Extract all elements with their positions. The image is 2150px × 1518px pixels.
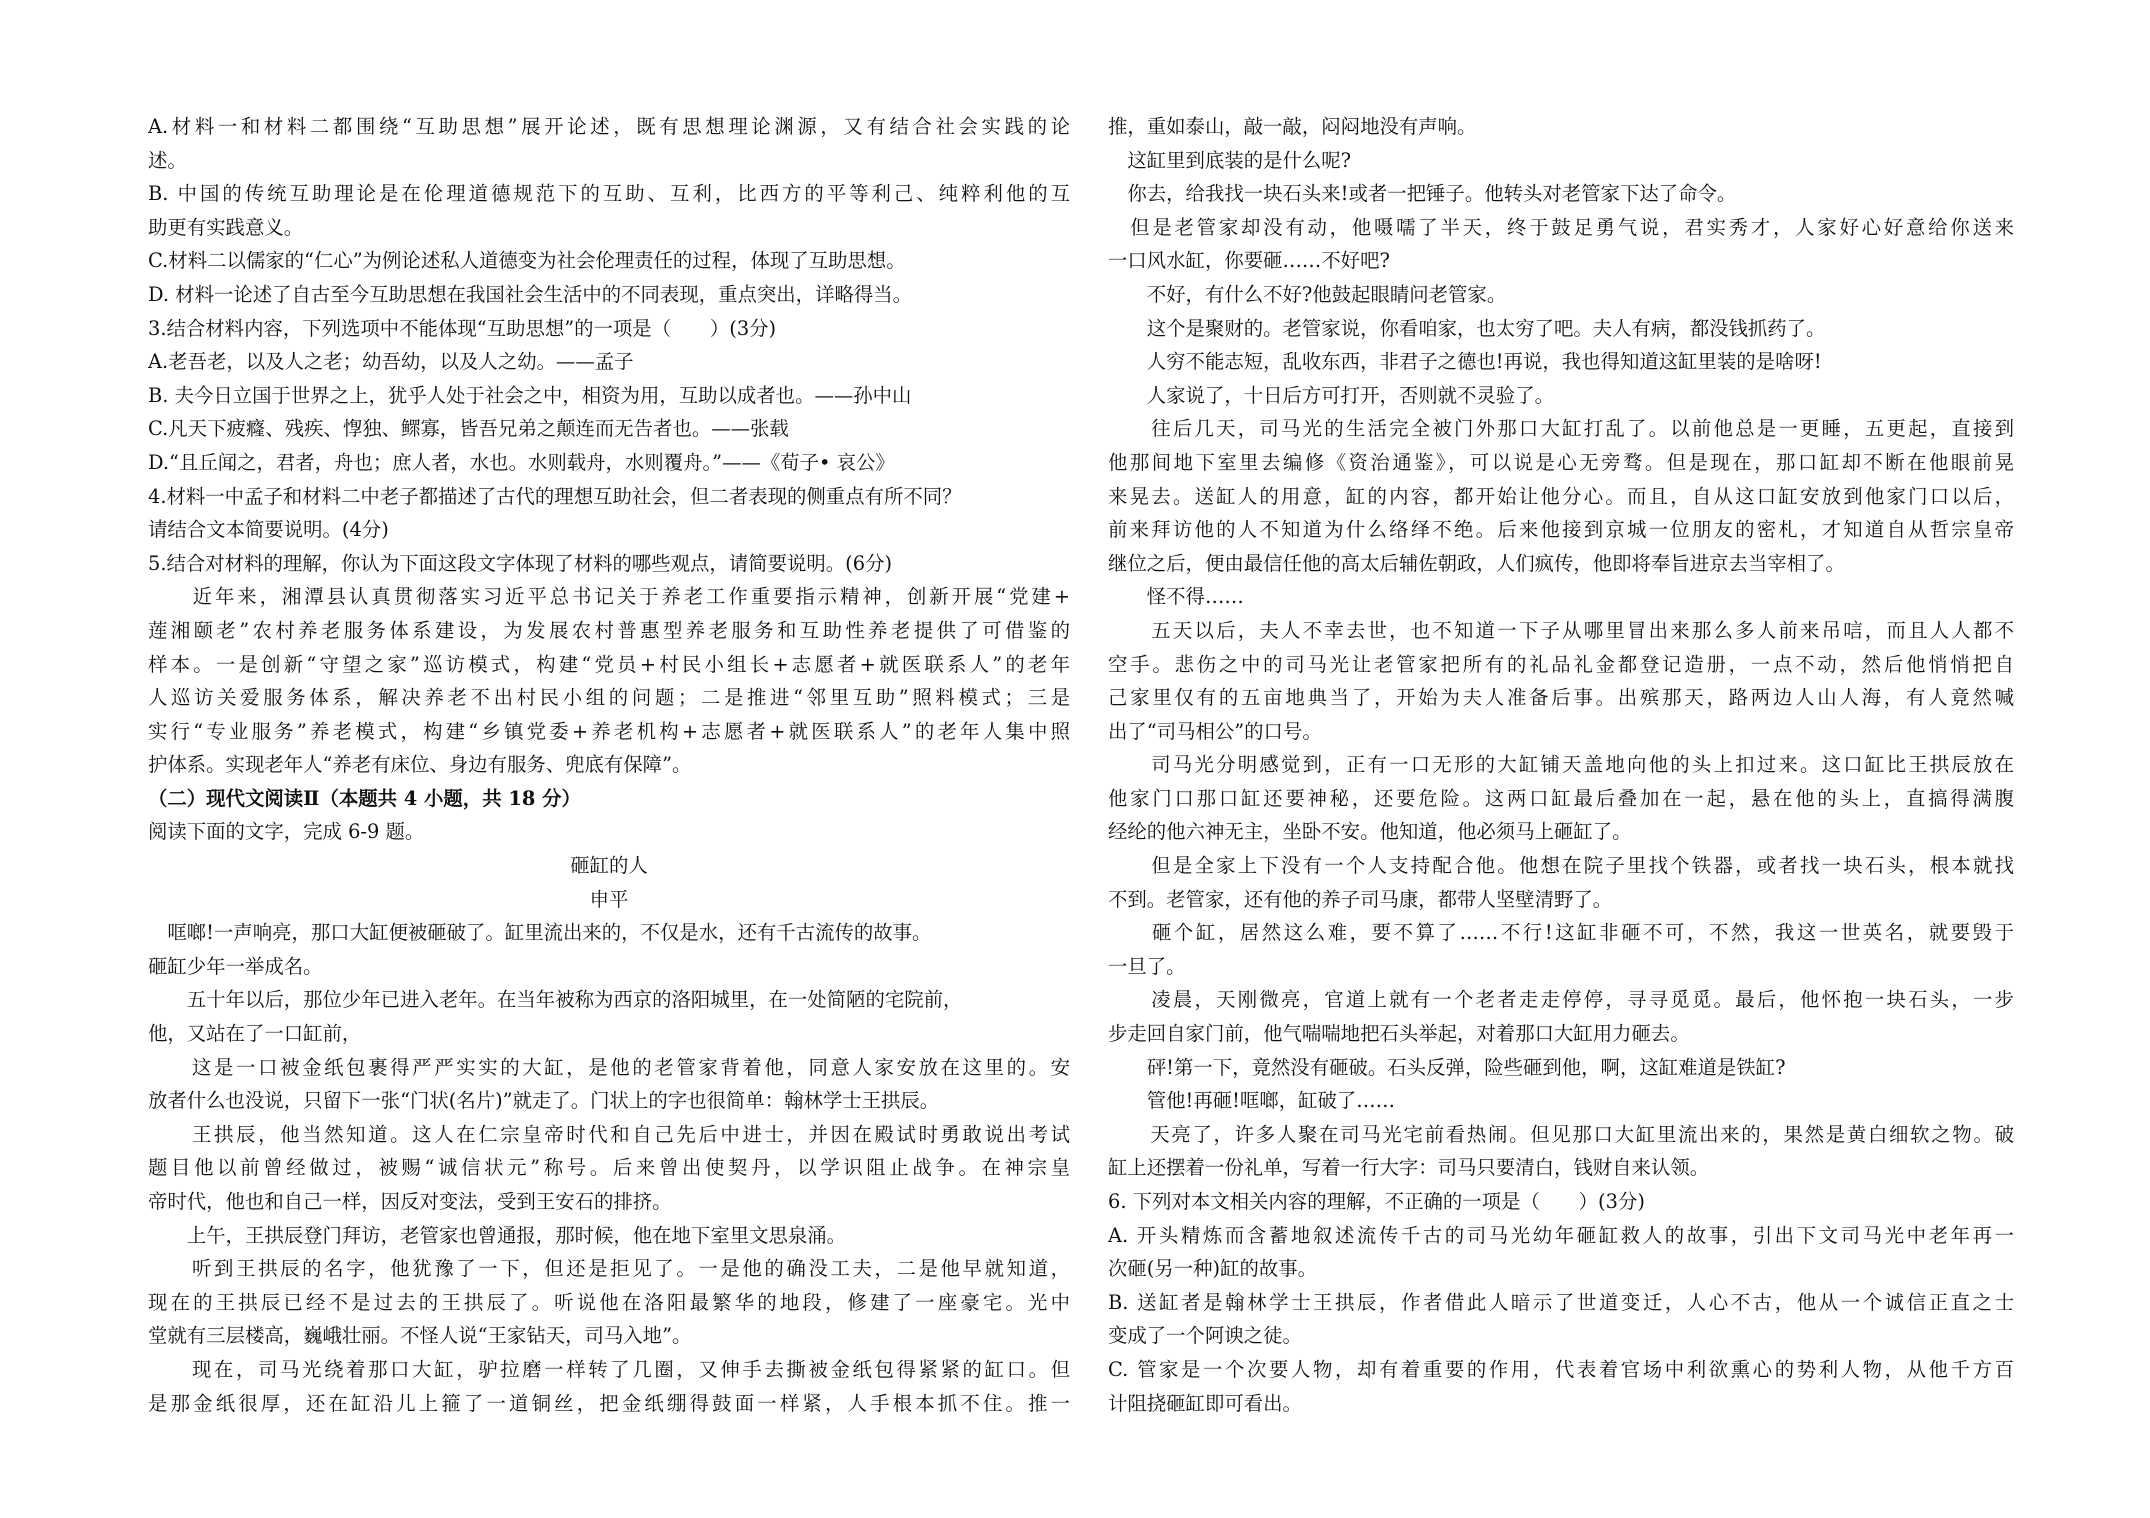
text-line: 王拱辰，他当然知道。这人在仁宗皇帝时代和自己先后中进士，并因在殿试时勇敢说出考试: [148, 1122, 1070, 1146]
text-line: 人穷不能志短，乱收东西，非君子之德也!再说，我也得知道这缸里装的是啥呀!: [1108, 350, 1822, 374]
text-line: 阅读下面的文字，完成 6-9 题。: [148, 820, 425, 844]
left-column: [148, 110, 1070, 1420]
text-line: 己家里仅有的五亩地典当了，开始为夫人准备后事。出殡那天，路两边人山人海，有人竟然喊: [1108, 686, 2014, 710]
text-line: 述。: [148, 148, 187, 172]
text-line: 堂就有三层楼高，巍峨壮丽。不怪人说“王家钻天，司马入地”。: [148, 1324, 692, 1348]
text-line: 司马光分明感觉到，正有一口无形的大缸铺天盖地向他的头上扣过来。这口缸比王拱辰放在: [1108, 753, 2014, 777]
text-line: 变成了一个阿谀之徒。: [1108, 1324, 1302, 1348]
text-line: 帝时代，他也和自己一样，因反对变法，受到王安石的排挤。: [148, 1190, 672, 1213]
text-line: 4.材料一中孟子和材料二中老子都描述了古代的理想互助社会，但二者表现的侧重点有所不同？: [148, 484, 962, 508]
text-line: C.材料二以儒家的“仁心”为例论述私人道德变为社会伦理责任的过程，体现了互助思想。: [148, 249, 906, 273]
text-line: 现在，司马光绕着那口大缸，驴拉磨一样转了几圈，又伸手去撕被金纸包得紧紧的缸口。但: [148, 1357, 1070, 1381]
text-line: 步走回自家门前，他气喘喘地把石头举起，对着那口大缸用力砸去。: [1108, 1022, 1690, 1046]
text-line: 他家门口那口缸还要神秘，还要危险。这两口缸最后叠加在一起，悬在他的头上，直搞得满腹: [1108, 786, 2014, 810]
text-line: 五十年以后，那位少年已进入老年。在当年被称为西京的洛阳城里，在一处简陋的宅院前，: [148, 988, 963, 1012]
text-line: 计阻挠砸缸即可看出。: [1108, 1391, 1302, 1415]
text-line: 砰!第一下，竟然没有砸破。石头反弹，险些砸到他，啊，这缸难道是铁缸?: [1108, 1055, 1786, 1079]
text-line: 3.结合材料内容，下列选项中不能体现“互助思想”的一项是（ ）(3分): [148, 316, 777, 340]
text-line: 前来拜访他的人不知道为什么络绎不绝。后来他接到京城一位朋友的密札，才知道自从哲宗皇帝: [1108, 518, 2014, 542]
text-line: 样本。一是创新“守望之家”巡访模式，构建“党员+村民小组长+志愿者+就医联系人”的老年: [148, 652, 1070, 676]
text-line: 实行“专业服务”养老模式，构建“乡镇党委+养老机构+志愿者+就医联系人”的老年人集中照: [148, 719, 1070, 743]
text-line: 莲湘颐老”农村养老服务体系建设，为发展农村普惠型养老服务和互助性养老提供了可借鉴的: [148, 618, 1070, 642]
text-line: 往后几天，司马光的生活完全被门外那口大缸打乱了。以前他总是一更睡，五更起，直接到: [1108, 417, 2014, 441]
text-line: D. 材料一论述了自古至今互助思想在我国社会生活中的不同表现，重点突出，详略得当。: [148, 282, 913, 306]
text-line: A.老吾老，以及人之老；幼吾幼，以及人之幼。——孟子: [148, 350, 634, 374]
text-line: 5.结合对材料的理解，你认为下面这段文字体现了材料的哪些观点，请简要说明。(6分): [148, 551, 893, 575]
right-column: [1108, 110, 2014, 1420]
text-line: 砸个缸，居然这么难，要不算了……不行!这缸非砸不可，不然，我这一世英名，就要毁于: [1108, 921, 2014, 945]
text-line: 凌晨，天刚微亮，官道上就有一个老者走走停停，寻寻觅觅。最后，他怀抱一块石头，一步: [1108, 988, 2014, 1012]
text-line: 护体系。实现老年人“养老有床位、身边有服务、兜底有保障”。: [148, 753, 692, 777]
text-line: 出了“司马相公”的口号。: [1108, 719, 1322, 743]
text-line: 这个是聚财的。老管家说，你看咱家，也太穷了吧。夫人有病，都没钱抓药了。: [1108, 316, 1826, 340]
text-line: 现在的王拱辰已经不是过去的王拱辰了。听说他在洛阳最繁华的地段，修建了一座豪宅。光中: [148, 1290, 1070, 1314]
text-line: A.材料一和材料二都围绕“互助思想”展开论述，既有思想理论渊源，又有结合社会实践的论: [148, 115, 1070, 138]
text-line: 申平: [589, 887, 629, 911]
text-line: 他那间地下室里去编修《资治通鉴》，可以说是心无旁骛。但是现在，那口缸却不断在他眼前晃: [1108, 450, 2014, 474]
text-line: 听到王拱辰的名字，他犹豫了一下，但还是拒见了。一是他的确没工夫，二是他早就知道，: [148, 1257, 1070, 1281]
text-line: 近年来，湘潭县认真贯彻落实习近平总书记关于养老工作重要指示精神，创新开展“党建+: [148, 585, 1070, 609]
text-line: B. 送缸者是翰林学士王拱辰，作者借此人暗示了世道变迁，人心不古，他从一个诚信正直之士: [1108, 1290, 2014, 1314]
text-line: 天亮了，许多人聚在司马光宅前看热闹。但见那口大缸里流出来的，果然是黄白细软之物。破: [1108, 1122, 2014, 1146]
text-line: 助更有实践意义。: [148, 215, 304, 239]
text-line: 一旦了。: [1108, 954, 1186, 978]
text-line: 但是全家上下没有一个人支持配合他。他想在院子里找个铁器，或者找一块石头，根本就找: [1108, 854, 2014, 878]
text-line: 上午，王拱辰登门拜访，老管家也曾通报，那时候，他在地下室里文思泉涌。: [148, 1223, 847, 1247]
text-line: 请结合文本简要说明。(4分): [148, 518, 389, 542]
text-line: 你去，给我找一块石头来!或者一把锤子。他转头对老管家下达了命令。: [1108, 182, 1737, 206]
text-line: 五天以后，夫人不幸去世，也不知道一下子从哪里冒出来那么多人前来吊唁，而且人人都不: [1108, 618, 2014, 642]
text-line: 砸缸少年一举成名。: [148, 954, 323, 978]
text-line: 他，又站在了一口缸前，: [148, 1022, 362, 1046]
text-line: （二）现代文阅读Ⅱ（本题共 4 小题，共 18 分）: [148, 786, 581, 810]
text-line: 放者什么也没说，只留下一张“门状(名片)”就走了。门状上的字也很简单：翰林学士王拱辰。: [148, 1089, 940, 1113]
text-line: C. 管家是一个次要人物，却有着重要的作用，代表着官场中利欲熏心的势利人物，从他千方百: [1108, 1357, 2014, 1381]
text-line: 6. 下列对本文相关内容的理解，不正确的一项是（ ）(3分): [1108, 1190, 1645, 1213]
text-line: 砸缸的人: [570, 854, 648, 878]
text-line: B. 夫今日立国于世界之上，犹乎人处于社会之中，相资为用，互助以成者也。——孙中山: [148, 383, 912, 407]
text-line: 来晃去。送缸人的用意，缸的内容，都开始让他分心。而且，自从这口缸安放到他家门口以后，: [1108, 484, 2014, 508]
text-line: 是那金纸很厚，还在缸沿儿上箍了一道铜丝，把金纸绷得鼓面一样紧，人手根本抓不住。推一: [148, 1391, 1070, 1415]
text-line: 不好，有什么不好?他鼓起眼睛问老管家。: [1108, 282, 1507, 306]
text-line: 怪不得……: [1108, 585, 1244, 609]
text-line: 人巡访关爱服务体系，解决养老不出村民小组的问题；二是推进“邻里互助”照料模式；三是: [148, 686, 1070, 710]
text-line: 经纶的他六神无主，坐卧不安。他知道，他必须马上砸缸了。: [1108, 820, 1632, 844]
text-line: 人家说了，十日后方可打开，否则就不灵验了。: [1108, 383, 1554, 407]
text-line: 这是一口被金纸包裹得严严实实的大缸，是他的老管家背着他，同意人家安放在这里的。安: [148, 1055, 1070, 1079]
text-line: 这缸里到底装的是什么呢?: [1108, 148, 1352, 172]
text-line: 推，重如泰山，敲一敲，闷闷地没有声响。: [1108, 115, 1477, 138]
text-line: 一口风水缸，你要砸……不好吧?: [1108, 249, 1390, 273]
text-line: 但是老管家却没有动，他嗫嚅了半天，终于鼓足勇气说，君实秀才，人家好心好意给你送来: [1108, 215, 2014, 239]
text-line: C.凡天下疲癃、残疾、惸独、鳏寡，皆吾兄弟之颠连而无告者也。——张载: [148, 417, 789, 441]
text-line: 哐啷!一声响亮，那口大缸便被砸破了。缸里流出来的，不仅是水，还有千古流传的故事。: [148, 921, 932, 945]
text-line: 不到。老管家，还有他的养子司马康，都带人坚壁清野了。: [1108, 887, 1613, 911]
text-line: D.“且丘闻之，君者，舟也；庶人者，水也。水则载舟，水则覆舟。”——《荀子• 哀公》: [148, 450, 895, 474]
text-line: A. 开头精炼而含蓄地叙述流传千古的司马光幼年砸缸救人的故事，引出下文司马光中老年再一: [1108, 1223, 2014, 1247]
text-line: 管他!再砸!哐啷，缸破了……: [1108, 1089, 1396, 1113]
text-line: 空手。悲伤之中的司马光让老管家把所有的礼品礼金都登记造册，一点不动，然后他悄悄把自: [1108, 652, 2014, 676]
text-line: B. 中国的传统互助理论是在伦理道德规范下的互助、互利，比西方的平等利己、纯粹利他的互: [148, 182, 1070, 206]
text-line: 继位之后，便由最信任他的高太后辅佐朝政，人们疯传，他即将奉旨进京去当宰相了。: [1108, 551, 1845, 575]
text-line: 题目他以前曾经做过，被赐“诚信状元”称号。后来曾出使契丹，以学识阻止战争。在神宗皇: [148, 1156, 1070, 1180]
text-line: 次砸(另一种)缸的故事。: [1108, 1257, 1318, 1281]
text-line: 缸上还摆着一份礼单，写着一行大字：司马只要清白，钱财自来认领。: [1108, 1156, 1710, 1180]
